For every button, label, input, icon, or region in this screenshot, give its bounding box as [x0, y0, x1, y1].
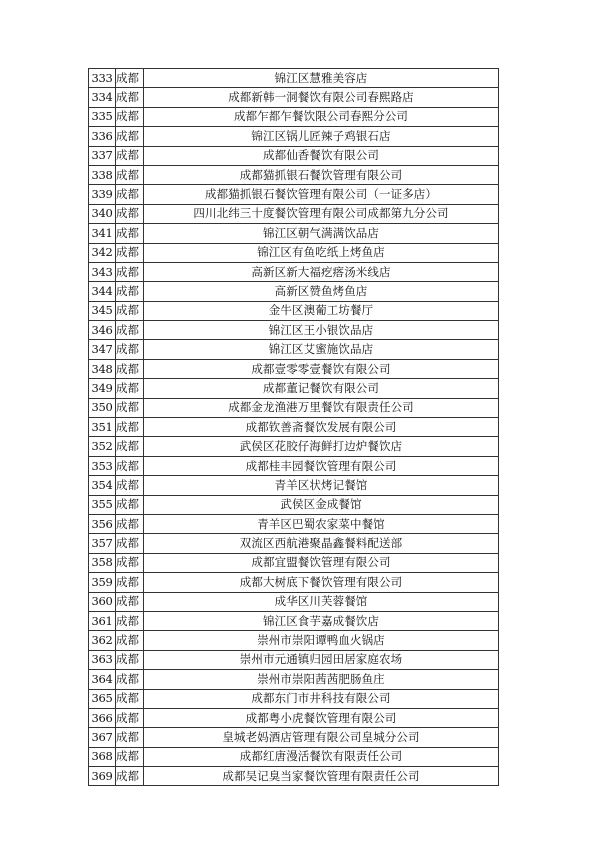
row-merchant-name: 成都红唐漫活餐饮有限责任公司 — [144, 747, 499, 766]
row-number: 340 — [89, 204, 116, 223]
table-row — [89, 476, 499, 495]
table-row — [89, 592, 499, 611]
row-number: 351 — [89, 418, 116, 437]
row-city: 成都 — [116, 456, 144, 475]
table-row — [89, 418, 499, 437]
table-row — [89, 708, 499, 727]
merchant-table-body — [89, 69, 499, 786]
table-row — [89, 204, 499, 223]
row-city: 成都 — [116, 437, 144, 456]
table-row — [89, 301, 499, 320]
row-city: 成都 — [116, 728, 144, 747]
table-row — [89, 379, 499, 398]
row-city: 成都 — [116, 69, 144, 88]
row-number: 344 — [89, 282, 116, 301]
row-number: 368 — [89, 747, 116, 766]
table-row — [89, 165, 499, 184]
row-merchant-name: 锦江区艾蜜施饮品店 — [144, 340, 499, 359]
row-merchant-name: 锦江区有鱼吃纸上烤鱼店 — [144, 243, 499, 262]
row-merchant-name: 高新区赞鱼烤鱼店 — [144, 282, 499, 301]
row-number: 359 — [89, 573, 116, 592]
row-city: 成都 — [116, 553, 144, 572]
row-number: 345 — [89, 301, 116, 320]
row-number: 339 — [89, 185, 116, 204]
row-number: 346 — [89, 321, 116, 340]
row-merchant-name: 成都仙香餐饮有限公司 — [144, 146, 499, 165]
row-city: 成都 — [116, 650, 144, 669]
row-merchant-name: 成都钦善斋餐饮发展有限公司 — [144, 418, 499, 437]
row-merchant-name: 成都董记餐饮有限公司 — [144, 379, 499, 398]
row-number: 355 — [89, 495, 116, 514]
table-row — [89, 88, 499, 107]
row-city: 成都 — [116, 165, 144, 184]
row-city: 成都 — [116, 282, 144, 301]
row-number: 362 — [89, 631, 116, 650]
row-merchant-name: 成都宜盟餐饮管理有限公司 — [144, 553, 499, 572]
row-city: 成都 — [116, 379, 144, 398]
row-number: 341 — [89, 224, 116, 243]
row-number: 367 — [89, 728, 116, 747]
row-city: 成都 — [116, 495, 144, 514]
row-merchant-name: 成都东门市井科技有限公司 — [144, 689, 499, 708]
row-merchant-name: 锦江区慧雅美容店 — [144, 69, 499, 88]
row-merchant-name: 成华区川芙蓉餐馆 — [144, 592, 499, 611]
row-number: 338 — [89, 165, 116, 184]
row-city: 成都 — [116, 534, 144, 553]
row-number: 353 — [89, 456, 116, 475]
row-city: 成都 — [116, 185, 144, 204]
row-merchant-name: 武侯区金成餐馆 — [144, 495, 499, 514]
row-merchant-name: 成都猫抓银石餐饮管理有限公司 — [144, 165, 499, 184]
row-number: 356 — [89, 514, 116, 533]
merchant-table — [88, 68, 499, 786]
row-number: 333 — [89, 69, 116, 88]
row-number: 342 — [89, 243, 116, 262]
row-merchant-name: 崇州市崇阳茜茜肥肠鱼庄 — [144, 670, 499, 689]
row-number: 354 — [89, 476, 116, 495]
table-row — [89, 340, 499, 359]
row-city: 成都 — [116, 301, 144, 320]
table-row — [89, 224, 499, 243]
row-merchant-name: 崇州市崇阳谭鸭血火锅店 — [144, 631, 499, 650]
row-merchant-name: 高新区新大福疙瘩汤米线店 — [144, 262, 499, 281]
row-merchant-name: 金牛区澳葡工坊餐厅 — [144, 301, 499, 320]
table-row — [89, 69, 499, 88]
table-row — [89, 573, 499, 592]
row-city: 成都 — [116, 689, 144, 708]
row-merchant-name: 成都新韩一洞餐饮有限公司春熙路店 — [144, 88, 499, 107]
row-city: 成都 — [116, 88, 144, 107]
row-number: 348 — [89, 359, 116, 378]
table-row — [89, 728, 499, 747]
row-merchant-name: 成都猫抓银石餐饮管理有限公司（一证多店） — [144, 185, 499, 204]
table-row — [89, 689, 499, 708]
table-row — [89, 534, 499, 553]
table-row — [89, 767, 499, 786]
table-row — [89, 437, 499, 456]
row-number: 349 — [89, 379, 116, 398]
row-city: 成都 — [116, 573, 144, 592]
row-city: 成都 — [116, 204, 144, 223]
row-city: 成都 — [116, 243, 144, 262]
table-row — [89, 553, 499, 572]
row-number: 334 — [89, 88, 116, 107]
row-city: 成都 — [116, 476, 144, 495]
table-row — [89, 185, 499, 204]
row-merchant-name: 锦江区食芋嘉成餐饮店 — [144, 611, 499, 630]
row-number: 361 — [89, 611, 116, 630]
table-row — [89, 107, 499, 126]
row-merchant-name: 武侯区花胶仔海鲜打边炉餐饮店 — [144, 437, 499, 456]
row-number: 352 — [89, 437, 116, 456]
row-merchant-name: 锦江区朝气满满饮品店 — [144, 224, 499, 243]
row-merchant-name: 皇城老妈酒店管理有限公司皇城分公司 — [144, 728, 499, 747]
row-city: 成都 — [116, 127, 144, 146]
row-number: 358 — [89, 553, 116, 572]
row-number: 369 — [89, 767, 116, 786]
row-number: 360 — [89, 592, 116, 611]
row-merchant-name: 成都桂丰园餐饮管理有限公司 — [144, 456, 499, 475]
table-row — [89, 398, 499, 417]
row-city: 成都 — [116, 670, 144, 689]
row-number: 365 — [89, 689, 116, 708]
row-merchant-name: 成都大树底下餐饮管理有限公司 — [144, 573, 499, 592]
table-row — [89, 650, 499, 669]
table-row — [89, 670, 499, 689]
row-number: 343 — [89, 262, 116, 281]
row-number: 363 — [89, 650, 116, 669]
table-row — [89, 321, 499, 340]
table-row — [89, 146, 499, 165]
row-number: 364 — [89, 670, 116, 689]
row-merchant-name: 双流区西航港聚晶鑫餐料配送部 — [144, 534, 499, 553]
row-merchant-name: 崇州市元通镇归园田居家庭农场 — [144, 650, 499, 669]
row-city: 成都 — [116, 418, 144, 437]
row-number: 337 — [89, 146, 116, 165]
table-row — [89, 514, 499, 533]
table-row — [89, 262, 499, 281]
row-merchant-name: 成都吴记臭当家餐饮管理有限责任公司 — [144, 767, 499, 786]
row-city: 成都 — [116, 359, 144, 378]
row-city: 成都 — [116, 262, 144, 281]
row-city: 成都 — [116, 708, 144, 727]
row-merchant-name: 锦江区锅儿匠辣子鸡银石店 — [144, 127, 499, 146]
table-row — [89, 243, 499, 262]
table-row — [89, 611, 499, 630]
row-merchant-name: 四川北纬三十度餐饮管理有限公司成都第九分公司 — [144, 204, 499, 223]
row-city: 成都 — [116, 340, 144, 359]
row-city: 成都 — [116, 321, 144, 340]
row-number: 336 — [89, 127, 116, 146]
row-city: 成都 — [116, 747, 144, 766]
row-merchant-name: 锦江区王小银饮品店 — [144, 321, 499, 340]
row-city: 成都 — [116, 611, 144, 630]
table-row — [89, 456, 499, 475]
row-city: 成都 — [116, 224, 144, 243]
row-city: 成都 — [116, 146, 144, 165]
row-merchant-name: 成都粤小虎餐饮管理有限公司 — [144, 708, 499, 727]
row-city: 成都 — [116, 592, 144, 611]
row-city: 成都 — [116, 107, 144, 126]
row-merchant-name: 成都壹零零壹餐饮有限公司 — [144, 359, 499, 378]
row-city: 成都 — [116, 767, 144, 786]
table-row — [89, 127, 499, 146]
row-merchant-name: 成都乍都乍餐饮限公司春熙分公司 — [144, 107, 499, 126]
row-merchant-name: 成都金龙渔港万里餐饮有限责任公司 — [144, 398, 499, 417]
row-number: 350 — [89, 398, 116, 417]
row-number: 335 — [89, 107, 116, 126]
table-row — [89, 282, 499, 301]
row-city: 成都 — [116, 398, 144, 417]
table-row — [89, 631, 499, 650]
row-city: 成都 — [116, 514, 144, 533]
row-number: 366 — [89, 708, 116, 727]
row-merchant-name: 青羊区巴蜀农家菜中餐馆 — [144, 514, 499, 533]
row-number: 347 — [89, 340, 116, 359]
row-merchant-name: 青羊区状烤记餐馆 — [144, 476, 499, 495]
table-row — [89, 747, 499, 766]
table-row — [89, 359, 499, 378]
table-row — [89, 495, 499, 514]
row-number: 357 — [89, 534, 116, 553]
row-city: 成都 — [116, 631, 144, 650]
